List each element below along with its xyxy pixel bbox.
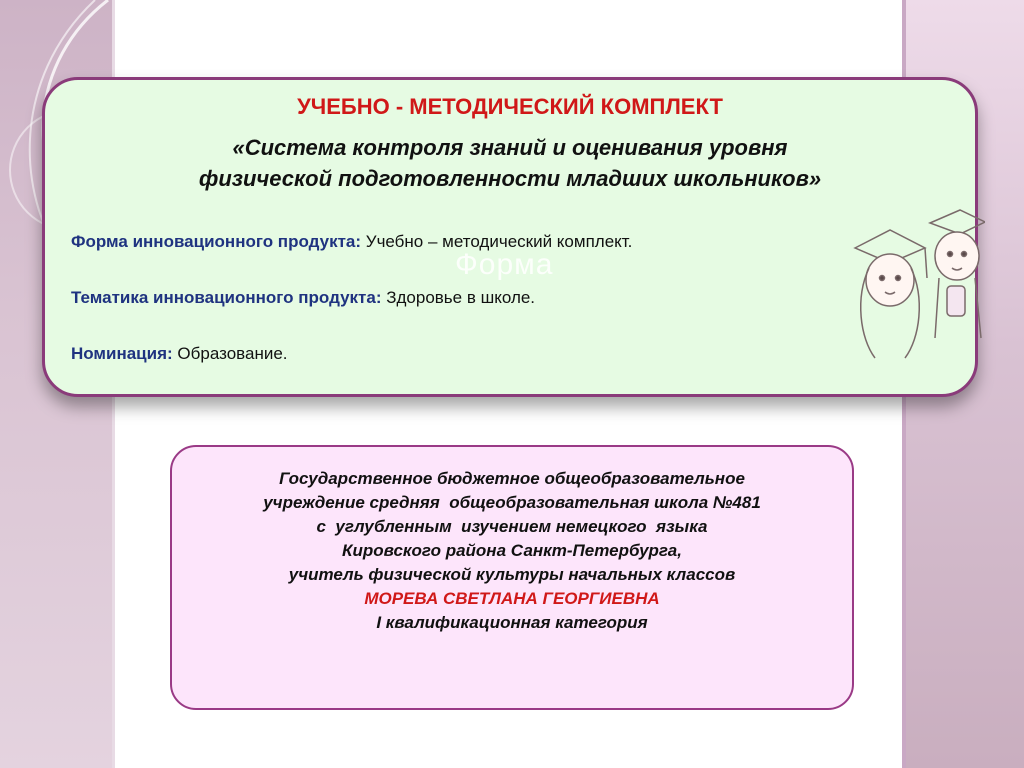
product-info-panel — [42, 77, 978, 397]
org-line-4: Кировского района Санкт-Петербурга, — [342, 541, 682, 560]
org-line-3: с углубленным изучением немецкого языка — [316, 517, 708, 536]
organization-text — [172, 467, 852, 635]
kit-subtitle-line1: «Система контроля знаний и оценивания уровня — [232, 135, 788, 160]
org-line-2: учреждение средняя общеобразовательная школа №481 — [263, 493, 761, 512]
topic-label: Тематика инновационного продукта: — [71, 288, 382, 307]
org-line-1: Государственное бюджетное общеобразовательное — [279, 469, 745, 488]
org-line-5: учитель физической культуры начальных классов — [288, 565, 736, 584]
qualification-category: I квалификационная категория — [376, 613, 648, 632]
kit-subtitle-line2: физической подготовленности младших школьников» — [198, 166, 822, 191]
graduates-illustration — [835, 208, 985, 368]
nomination-label: Номинация: — [71, 344, 173, 363]
form-label: Форма инновационного продукта: — [71, 232, 362, 251]
nomination-row — [71, 344, 288, 364]
organization-panel — [170, 445, 854, 710]
topic-value: Здоровье в школе. — [386, 288, 536, 307]
kit-title: УЧЕБНО - МЕТОДИЧЕСКИЙ КОМПЛЕКТ — [297, 94, 723, 119]
kit-subtitle — [45, 132, 975, 194]
author-name: МОРЕВА СВЕТЛАНА ГЕОРГИЕВНА — [364, 589, 660, 608]
form-value: Учебно – методический комплект. — [365, 232, 633, 251]
topic-row — [71, 288, 535, 308]
ghost-form-label: Форма — [455, 248, 554, 281]
nomination-value: Образование. — [177, 344, 288, 363]
